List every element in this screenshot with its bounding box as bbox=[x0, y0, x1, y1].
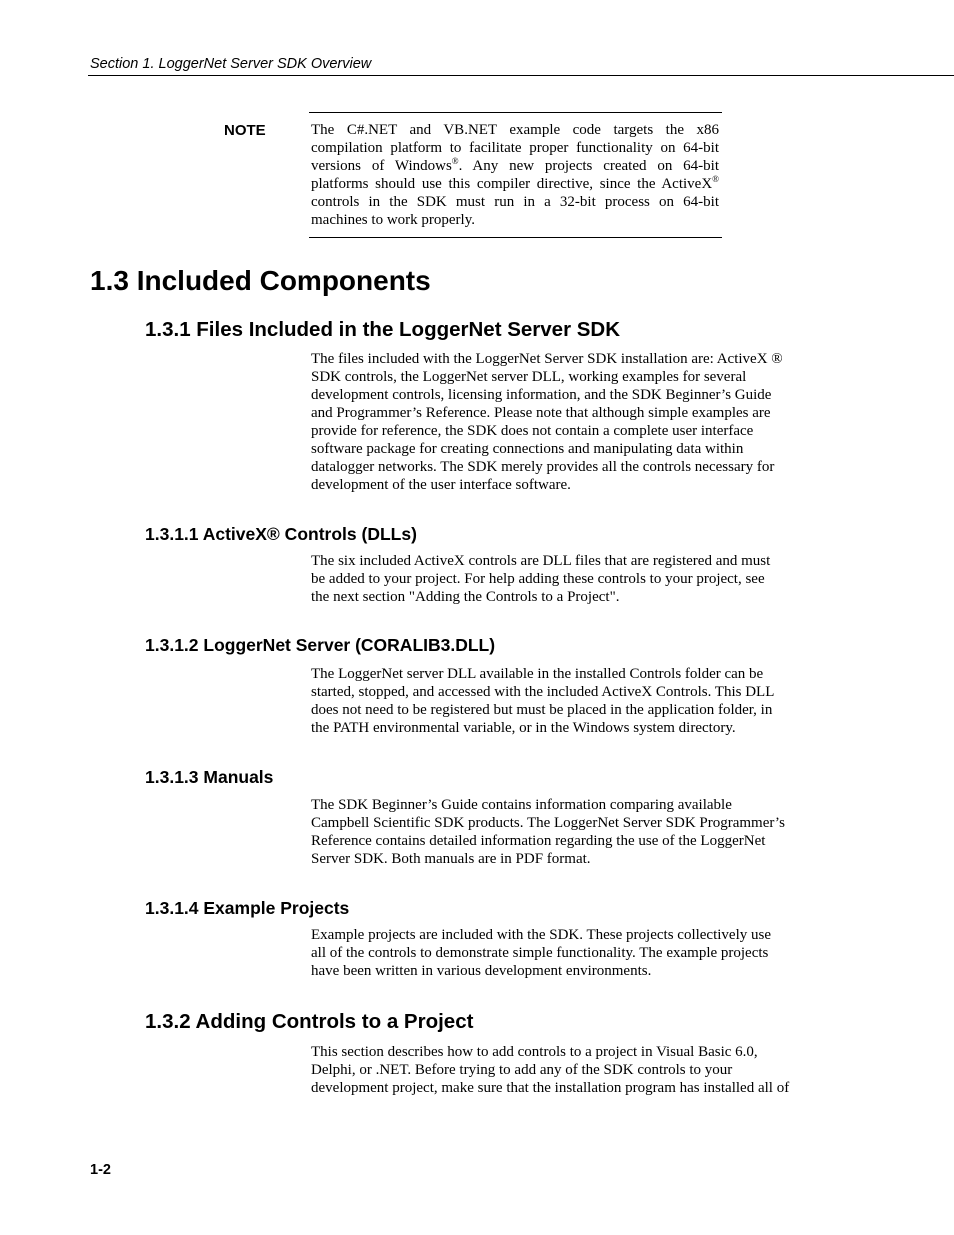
section-heading-1-3: 1.3 Included Components bbox=[90, 265, 431, 296]
text-line: have been written in various development environments. bbox=[311, 963, 652, 979]
text-line: and Programmer’s Reference. Please note that although simple examples are bbox=[311, 405, 771, 421]
text-line: provide for reference, the SDK does not contain a complete user interface bbox=[311, 423, 754, 439]
text-line: Example projects are included with the SDK. These projects collectively use bbox=[311, 927, 771, 943]
note-top-rule bbox=[309, 112, 722, 113]
text-line: The LoggerNet server DLL available in the installed Controls folder can be bbox=[311, 666, 764, 682]
section-heading-1-3-1: 1.3.1 Files Included in the LoggerNet Server SDK bbox=[145, 318, 621, 341]
text-line: development of the user interface software. bbox=[311, 477, 571, 493]
section-heading-1-3-1-1: 1.3.1.1 ActiveX® Controls (DLLs) bbox=[145, 524, 417, 544]
text-line: Reference contains detailed information regarding the use of the LoggerNet bbox=[311, 833, 766, 849]
running-header: Section 1. LoggerNet Server SDK Overview bbox=[90, 56, 372, 72]
note-text bbox=[311, 121, 719, 229]
text-line: does not need to be registered but must be placed in the application folder, in bbox=[311, 702, 773, 718]
header-rule bbox=[88, 75, 954, 76]
note-text-part3: controls in the SDK must run in a 32-bit process on 64-bit machines to work properly. bbox=[311, 194, 719, 228]
text-line: the PATH environmental variable, or in the Windows system directory. bbox=[311, 720, 736, 736]
text-line: Delphi, or .NET. Before trying to add any of the SDK controls to your bbox=[311, 1062, 733, 1078]
text-line: The files included with the LoggerNet Server SDK installation are: ActiveX ® bbox=[311, 351, 783, 367]
text-line: the next section "Adding the Controls to a Project". bbox=[311, 589, 620, 605]
section-heading-1-3-1-4: 1.3.1.4 Example Projects bbox=[145, 898, 350, 918]
text-line: SDK controls, the LoggerNet server DLL, working examples for several bbox=[311, 369, 747, 385]
section-body-1-3-1 bbox=[311, 350, 816, 494]
note-text-part2: . Any new projects created on 64-bit platforms should use this compiler directive, since the ActiveX bbox=[311, 158, 719, 192]
text-line: development controls, licensing information, and the SDK Beginner’s Guide bbox=[311, 387, 772, 403]
text-line: started, stopped, and accessed with the included ActiveX Controls. This DLL bbox=[311, 684, 775, 700]
section-body-1-3-1-4 bbox=[311, 926, 816, 980]
note-label: NOTE bbox=[224, 122, 266, 139]
text-line: all of the controls to demonstrate simple functionality. The example projects bbox=[311, 945, 769, 961]
registered-mark: ® bbox=[451, 156, 459, 166]
section-body-1-3-2 bbox=[311, 1043, 816, 1097]
text-line: software package for creating connections and manipulating data within bbox=[311, 441, 744, 457]
note-bottom-rule bbox=[309, 237, 722, 238]
text-line: Server SDK. Both manuals are in PDF format. bbox=[311, 851, 591, 867]
page-number: 1-2 bbox=[90, 1162, 111, 1178]
text-line: datalogger networks. The SDK merely provides all the controls necessary for bbox=[311, 459, 775, 475]
text-line: development project, make sure that the installation program has installed all of bbox=[311, 1080, 790, 1096]
text-line: be added to your project. For help adding these controls to your project, see bbox=[311, 571, 765, 587]
registered-mark: ® bbox=[712, 174, 719, 184]
section-body-1-3-1-1 bbox=[311, 552, 816, 606]
section-body-1-3-1-3 bbox=[311, 796, 816, 868]
section-heading-1-3-1-3: 1.3.1.3 Manuals bbox=[145, 767, 274, 787]
text-line: The SDK Beginner’s Guide contains information comparing available bbox=[311, 797, 732, 813]
section-heading-1-3-2: 1.3.2 Adding Controls to a Project bbox=[145, 1010, 474, 1033]
section-heading-1-3-1-2: 1.3.1.2 LoggerNet Server (CORALIB3.DLL) bbox=[145, 635, 496, 655]
text-line: The six included ActiveX controls are DLL files that are registered and must bbox=[311, 553, 771, 569]
text-line: This section describes how to add controls to a project in Visual Basic 6.0, bbox=[311, 1044, 758, 1060]
text-line: Campbell Scientific SDK products. The LoggerNet Server SDK Programmer’s bbox=[311, 815, 785, 831]
note-text-part1: The C#.NET and VB.NET example code targets the x86 compilation platform to facilitate proper functionality on 64-bit versions of Windows bbox=[311, 122, 719, 174]
section-body-1-3-1-2 bbox=[311, 665, 816, 737]
